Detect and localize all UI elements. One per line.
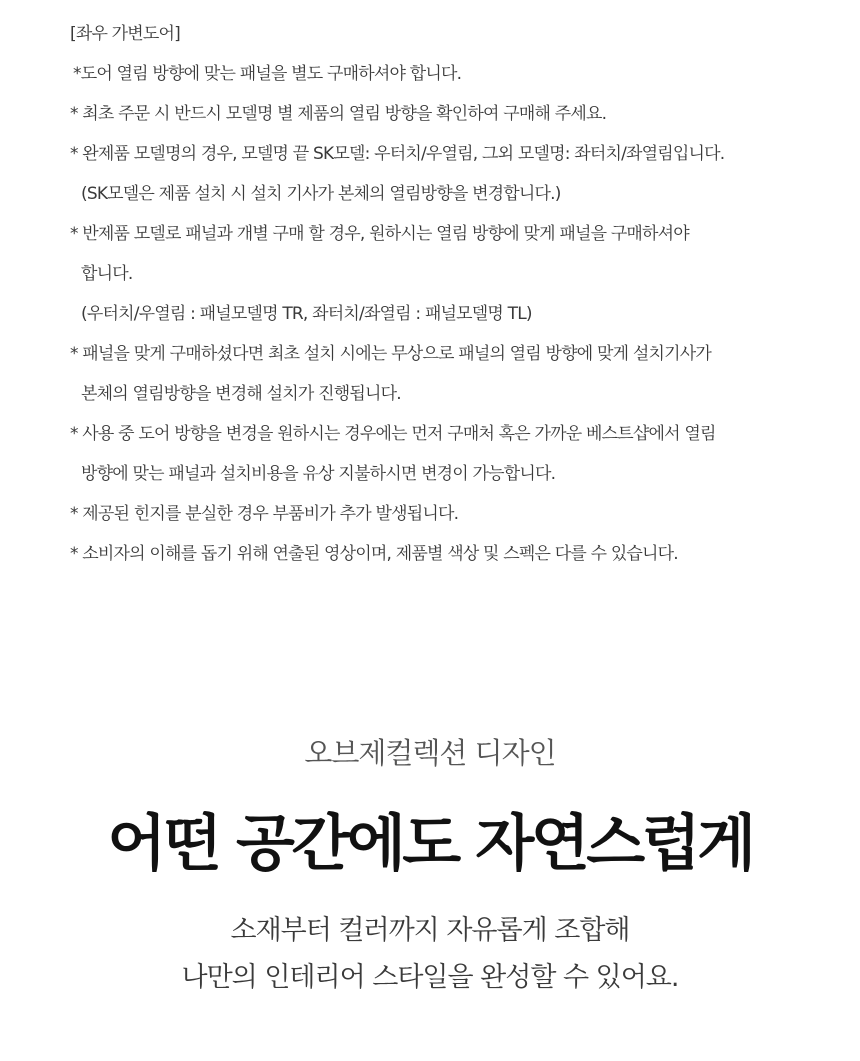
note-line: * 반제품 모델로 패널과 개별 구매 할 경우, 원하시는 열림 방향에 맞게 패널을 구매하셔야 — [70, 224, 689, 244]
notes-heading: [좌우 가변도어] — [70, 24, 181, 44]
note-line: (SK모델은 제품 설치 시 설치 기사가 본체의 열림방향을 변경합니다.) — [81, 184, 561, 204]
section-subtitle: 오브제컬렉션 디자인 — [304, 736, 556, 770]
note-line: 방향에 맞는 패널과 설치비용을 유상 지불하시면 변경이 가능합니다. — [81, 464, 556, 484]
section-description-line-1: 소재부터 컬러까지 자유롭게 조합해 — [230, 915, 630, 946]
note-line: (우터치/우열림 : 패널모델명 TR, 좌터치/좌열림 : 패널모델명 TL) — [81, 304, 532, 324]
note-line: * 소비자의 이해를 돕기 위해 연출된 영상이며, 제품별 색상 및 스펙은 다를 수 있습니다. — [70, 544, 678, 564]
note-line: * 최초 주문 시 반드시 모델명 별 제품의 열림 방향을 확인하여 구매해 주세요. — [70, 104, 607, 124]
note-line: *도어 열림 방향에 맞는 패널을 별도 구매하셔야 합니다. — [73, 64, 462, 84]
section-description-line-2: 나만의 인테리어 스타일을 완성할 수 있어요. — [181, 962, 679, 993]
note-line: 합니다. — [81, 264, 133, 284]
note-line: * 패널을 맞게 구매하셨다면 최초 설치 시에는 무상으로 패널의 열림 방향에 맞게 설치기사가 — [70, 344, 711, 364]
note-line: * 사용 중 도어 방향을 변경을 원하시는 경우에는 먼저 구매처 혹은 가까운 베스트샵에서 열림 — [70, 424, 716, 444]
note-line: * 제공된 힌지를 분실한 경우 부품비가 추가 발생됩니다. — [70, 504, 459, 524]
note-line: 본체의 열림방향을 변경해 설치가 진행됩니다. — [81, 384, 401, 404]
section-headline: 어떤 공간에도 자연스럽게 — [107, 808, 753, 879]
note-line: * 완제품 모델명의 경우, 모델명 끝 SK모델: 우터치/우열림, 그외 모델명: 좌터치/좌열림입니다. — [70, 144, 725, 164]
